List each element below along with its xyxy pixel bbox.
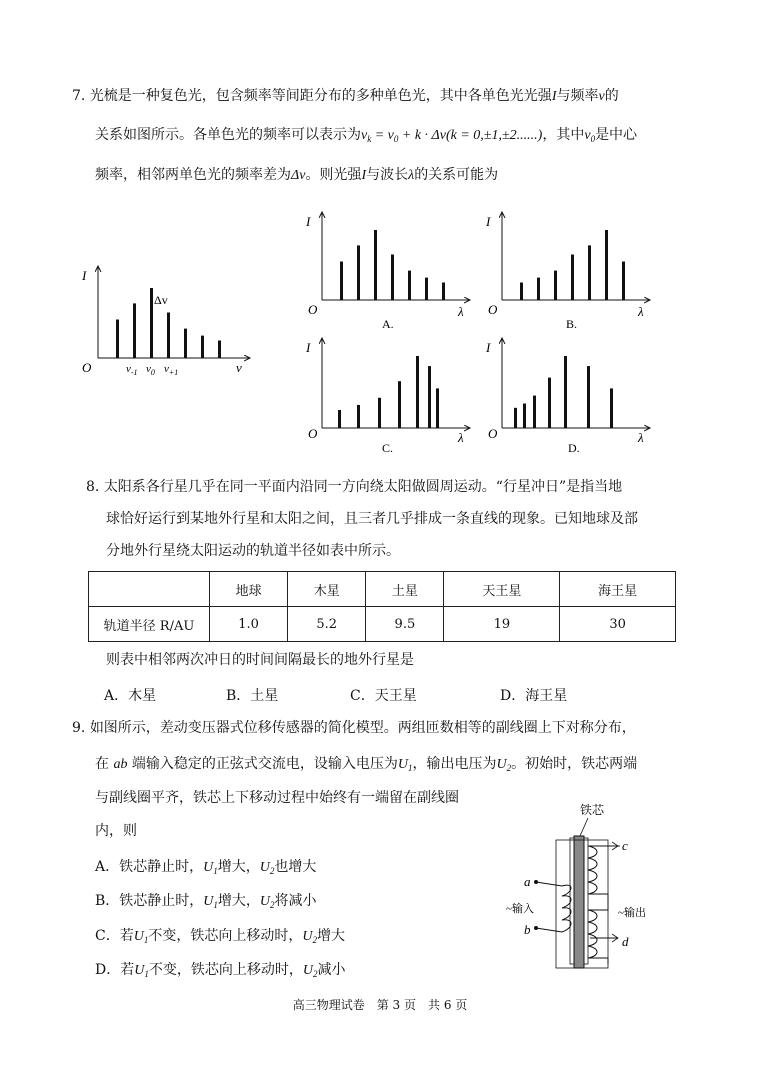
option-b-label: B.: [566, 317, 578, 331]
option-b-bar-2: [554, 271, 557, 300]
transformer-figure: [500, 798, 670, 978]
orbit-radius-table: [88, 571, 676, 642]
q8-option-a[interactable]: A．木星: [104, 688, 157, 704]
option-c-bar-0: [338, 410, 341, 428]
terminal-a: a: [524, 874, 531, 889]
y-axis-label: I: [82, 268, 87, 283]
option-d-bar-2: [533, 396, 536, 428]
output-label: ~输出: [618, 907, 646, 919]
q7-spectrum-figure: [78, 262, 258, 380]
iron-core: [574, 836, 584, 968]
table-row: 轨道半径 R/AU 1.0 5.2 9.5 19 30: [89, 607, 676, 642]
spectrum-bar-3: [167, 313, 170, 359]
spectrum-bar-0: [116, 320, 119, 359]
svg-text:I: I: [306, 214, 311, 229]
option-c-bar-5: [428, 366, 431, 428]
q7-number: 7.: [72, 88, 86, 104]
option-d-bar-1: [523, 404, 526, 428]
option-a-bar-6: [442, 283, 445, 301]
table-header-row: 地球 木星 土星 天王星 海王星: [89, 572, 676, 607]
option-d-bar-4: [564, 356, 567, 428]
option-d-bar-3: [548, 378, 551, 428]
option-a-bar-5: [425, 278, 428, 300]
option-c-bar-4: [416, 356, 419, 428]
spectrum-bar-1: [133, 303, 136, 358]
svg-text:λ: λ: [638, 430, 644, 445]
spectrum-bar-4: [184, 329, 187, 358]
lower-secondary-coil: [588, 910, 597, 958]
option-a-bar-1: [357, 245, 360, 300]
tick-v-plus1: $v_{+1}$: [164, 363, 179, 377]
option-d-label: D.: [568, 441, 580, 455]
q8-option-b[interactable]: B．土星: [226, 688, 279, 704]
svg-text:λ: λ: [638, 304, 644, 319]
q7-line-1: 7. 光梳是一种复色光，包含频率等间距分布的多种单色光，其中各单色光光强I与频率v的: [72, 88, 619, 104]
option-c-bar-2: [378, 398, 381, 428]
option-b-bar-3: [571, 255, 574, 301]
q9-option-c[interactable]: C．若$U_1$不变，铁芯向上移动时，$U_2$增大: [95, 928, 345, 945]
option-a-label: A.: [382, 317, 394, 331]
option-d-bars: [514, 356, 613, 428]
option-c-label: C.: [382, 441, 394, 455]
q9-line-1: 9. 如图所示，差动变压器式位移传感器的简化模型。两组匝数相等的副线圈上下对称分布，: [72, 720, 636, 736]
q8-option-d[interactable]: D．海王星: [500, 688, 568, 704]
q8-line-3: 分地外行星绕太阳运动的轨道半径如表中所示。: [106, 543, 400, 559]
option-c-bars: [338, 356, 439, 428]
terminal-c: c: [622, 838, 628, 853]
spectrum-bar-6: [218, 341, 221, 359]
option-a-bar-3: [391, 255, 394, 301]
x-axis-label: v: [236, 360, 242, 375]
option-a-bars: [340, 230, 445, 300]
svg-text:O: O: [488, 302, 498, 317]
svg-text:O: O: [488, 426, 498, 441]
option-b-bar-6: [622, 262, 625, 301]
q8-line-1: 8. 太阳系各行星几乎在同一平面内沿同一方向绕太阳做圆周运动。“行星冲日”是指当地: [86, 479, 623, 495]
option-b-bar-1: [537, 278, 540, 300]
q9-line-2: 在 ab 端输入稳定的正弦式交流电，设输入电压为$U_1$，输出电压为$U_2$。初始时，铁芯两端: [95, 756, 638, 773]
svg-text:λ: λ: [458, 304, 464, 319]
q8-line-2: 球恰好运行到某地外行星和太阳之间，且三者几乎排成一条直线的现象。已知地球及部: [106, 511, 638, 527]
q7-option-c-figure: [302, 334, 482, 456]
tick-v-minus1: $v_{-1}$: [126, 363, 138, 377]
spectrum-bar-2: [150, 288, 153, 358]
q7-bars: [116, 288, 221, 358]
q7-option-a-figure: [302, 206, 482, 334]
input-label: ~输入: [506, 903, 534, 915]
q9-line-3: 与副线圈平齐，铁芯上下移动过程中始终有一端留在副线圈: [95, 790, 459, 806]
option-d-bar-6: [610, 388, 613, 428]
option-b-bar-0: [520, 283, 523, 301]
option-a-bar-0: [340, 262, 343, 301]
q9-line-4: 内，则: [95, 823, 137, 839]
option-c-bar-3: [398, 381, 401, 428]
option-c-bar-1: [357, 405, 360, 428]
svg-text:λ: λ: [458, 430, 464, 445]
q9-option-d[interactable]: D．若$U_1$不变，铁芯向上移动时，$U_2$减小: [95, 962, 346, 979]
svg-text:O: O: [308, 302, 318, 317]
svg-text:I: I: [486, 214, 491, 229]
q7-line-3: 频率，相邻两单色光的频率差为Δv。则光强I与波长λ的关系可能为: [95, 167, 499, 183]
q9-option-a[interactable]: A．铁芯静止时，$U_1$增大，$U_2$也增大: [95, 859, 317, 876]
svg-text:I: I: [306, 340, 311, 355]
q9-option-b[interactable]: B．铁芯静止时，$U_1$增大，$U_2$将减小: [95, 893, 317, 910]
terminal-d: d: [622, 934, 629, 949]
core-label: 铁芯: [580, 803, 605, 817]
q7-line-2: 关系如图所示。各单色光的频率可以表示为$v_k = v_0 + k \cdot \Delta v(k = 0,\pm 1,\pm 2......)$，其中$v_0$是中心: [95, 127, 638, 144]
origin-label: O: [82, 360, 92, 375]
dv-label: Δv: [154, 293, 168, 307]
page-footer: 高三物理试卷 第 3 页 共 6 页: [292, 998, 468, 1012]
spectrum-bar-5: [201, 336, 204, 358]
q8-option-c[interactable]: C．天王星: [350, 688, 417, 704]
option-b-bar-4: [588, 245, 591, 300]
option-a-bar-2: [374, 230, 377, 300]
q7-option-d-figure: [482, 334, 662, 456]
option-d-bar-5: [587, 366, 590, 428]
tick-v0: $v_0$: [146, 363, 155, 377]
q7-option-b-figure: [482, 206, 662, 334]
option-b-bars: [520, 230, 625, 300]
option-c-bar-6: [436, 388, 439, 428]
option-a-bar-4: [408, 271, 411, 300]
svg-text:O: O: [308, 426, 318, 441]
terminal-b: b: [524, 922, 531, 937]
svg-text:I: I: [486, 340, 491, 355]
upper-secondary-coil: [588, 846, 597, 894]
option-b-bar-5: [605, 230, 608, 300]
q8-question: 则表中相邻两次冲日的时间间隔最长的地外行星是: [106, 652, 414, 668]
option-d-bar-0: [514, 408, 517, 428]
